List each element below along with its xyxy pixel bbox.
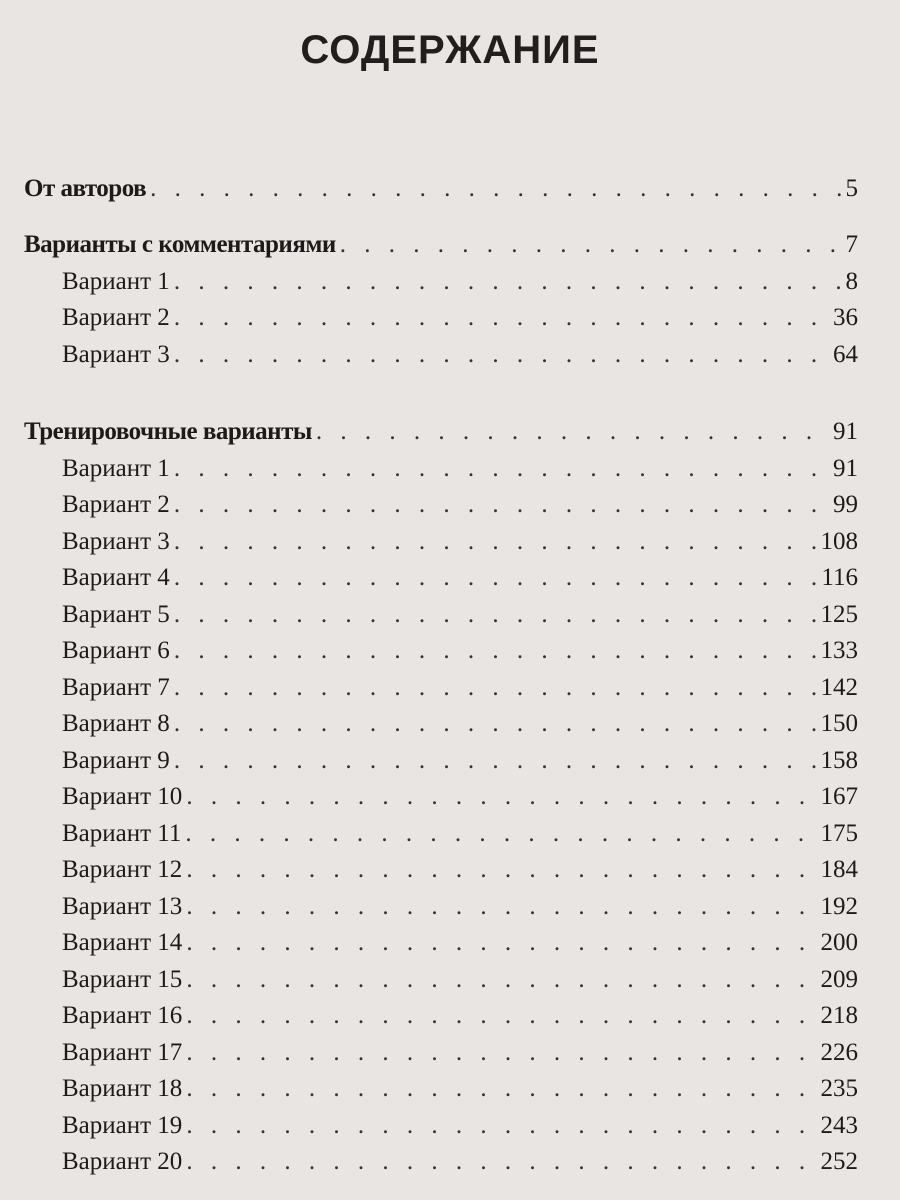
dot-leader (174, 707, 817, 741)
toc-entry (62, 598, 858, 632)
entry-label: Вариант 1 (62, 455, 170, 482)
dot-leader (340, 228, 842, 262)
page-number: 192 (820, 893, 858, 920)
entry-label: Вариант 11 (62, 820, 182, 847)
dot-leader (174, 301, 829, 335)
dot-leader (186, 1145, 816, 1179)
page-number: 91 (833, 418, 858, 445)
toc-entry (62, 707, 858, 741)
toc-entry (62, 1109, 858, 1143)
entry-label: Вариант 2 (62, 491, 170, 518)
page-number: 91 (833, 455, 858, 482)
entry-label: Вариант 4 (62, 564, 170, 591)
dot-leader (174, 671, 817, 705)
entry-label: Вариант 18 (62, 1075, 183, 1102)
toc-entry (62, 744, 858, 778)
page-number: 158 (820, 747, 858, 774)
page-number: 36 (833, 304, 858, 331)
toc-entry (62, 452, 858, 486)
dot-leader (186, 999, 816, 1033)
dot-leader (150, 172, 841, 206)
dot-leader (316, 415, 829, 449)
page-number: 235 (820, 1075, 858, 1102)
entry-label: Вариант 5 (62, 601, 170, 628)
page-number: 99 (833, 491, 858, 518)
page-title: СОДЕРЖАНИЕ (300, 28, 600, 72)
page-number: 252 (820, 1148, 858, 1175)
entry-label: Вариант 17 (62, 1039, 183, 1066)
page-number: 200 (820, 929, 858, 956)
dot-leader (174, 265, 842, 299)
dot-leader (174, 598, 817, 632)
entry-label: Вариант 1 (62, 268, 170, 295)
entry-label: Тренировочные варианты (24, 418, 312, 445)
toc-entry (62, 1072, 858, 1106)
page-number: 125 (820, 601, 858, 628)
dot-leader (186, 926, 816, 960)
entry-label: Вариант 3 (62, 528, 170, 555)
page-number: 209 (820, 966, 858, 993)
toc-entry (62, 671, 858, 705)
dot-leader (185, 817, 816, 851)
dot-leader (186, 1036, 816, 1070)
page-number: 8 (845, 268, 858, 295)
entry-label: Вариант 6 (62, 637, 170, 664)
page-number: 184 (820, 856, 858, 883)
dot-leader (174, 744, 817, 778)
page-number: 243 (820, 1112, 858, 1139)
entry-label: Вариант 20 (62, 1148, 183, 1175)
toc-entry (62, 999, 858, 1033)
toc-entry (62, 890, 858, 924)
page-number: 133 (820, 637, 858, 664)
entry-label: Вариант 19 (62, 1112, 183, 1139)
toc-entry (62, 301, 858, 335)
dot-leader (174, 452, 829, 486)
page-number: 5 (845, 175, 858, 202)
toc-section-entry (24, 415, 858, 449)
toc-entry (62, 853, 858, 887)
page-number: 64 (833, 341, 858, 368)
toc-entry (62, 1036, 858, 1070)
entry-label: От авторов (24, 175, 147, 202)
dot-leader (186, 890, 816, 924)
entry-label: Вариант 12 (62, 856, 183, 883)
entry-label: Вариант 15 (62, 966, 183, 993)
entry-label: Вариант 13 (62, 893, 183, 920)
dot-leader (186, 1072, 816, 1106)
dot-leader (186, 853, 816, 887)
entry-label: Варианты с комментариями (24, 231, 336, 258)
toc-entry (62, 634, 858, 668)
toc-entry (62, 265, 858, 299)
page-number: 7 (845, 231, 858, 258)
page-number: 175 (820, 820, 858, 847)
page-number: 226 (820, 1039, 858, 1066)
dot-leader (174, 488, 829, 522)
page-number: 142 (820, 674, 858, 701)
toc-section-entry (24, 172, 858, 206)
page-number: 150 (820, 710, 858, 737)
entry-label: Вариант 3 (62, 341, 170, 368)
toc-entry (62, 780, 858, 814)
page-number: 108 (820, 528, 858, 555)
toc-entry (62, 963, 858, 997)
toc-section-entry (24, 228, 858, 262)
toc-entry (62, 817, 858, 851)
toc-entry (62, 1145, 858, 1179)
dot-leader (174, 525, 817, 559)
dot-leader (186, 963, 816, 997)
entry-label: Вариант 8 (62, 710, 170, 737)
entry-label: Вариант 14 (62, 929, 183, 956)
entry-label: Вариант 7 (62, 674, 170, 701)
page-number: 218 (820, 1002, 858, 1029)
entry-label: Вариант 9 (62, 747, 170, 774)
dot-leader (186, 1109, 816, 1143)
dot-leader (174, 634, 817, 668)
toc-entry (62, 488, 858, 522)
page-number: 167 (820, 783, 858, 810)
entry-label: Вариант 2 (62, 304, 170, 331)
entry-label: Вариант 10 (62, 783, 183, 810)
toc-entry (62, 525, 858, 559)
toc-entry (62, 338, 858, 372)
toc-entry (62, 561, 858, 595)
dot-leader (174, 338, 829, 372)
dot-leader (174, 561, 818, 595)
toc-entry (62, 926, 858, 960)
entry-label: Вариант 16 (62, 1002, 183, 1029)
page-number: 116 (821, 564, 858, 591)
dot-leader (186, 780, 816, 814)
